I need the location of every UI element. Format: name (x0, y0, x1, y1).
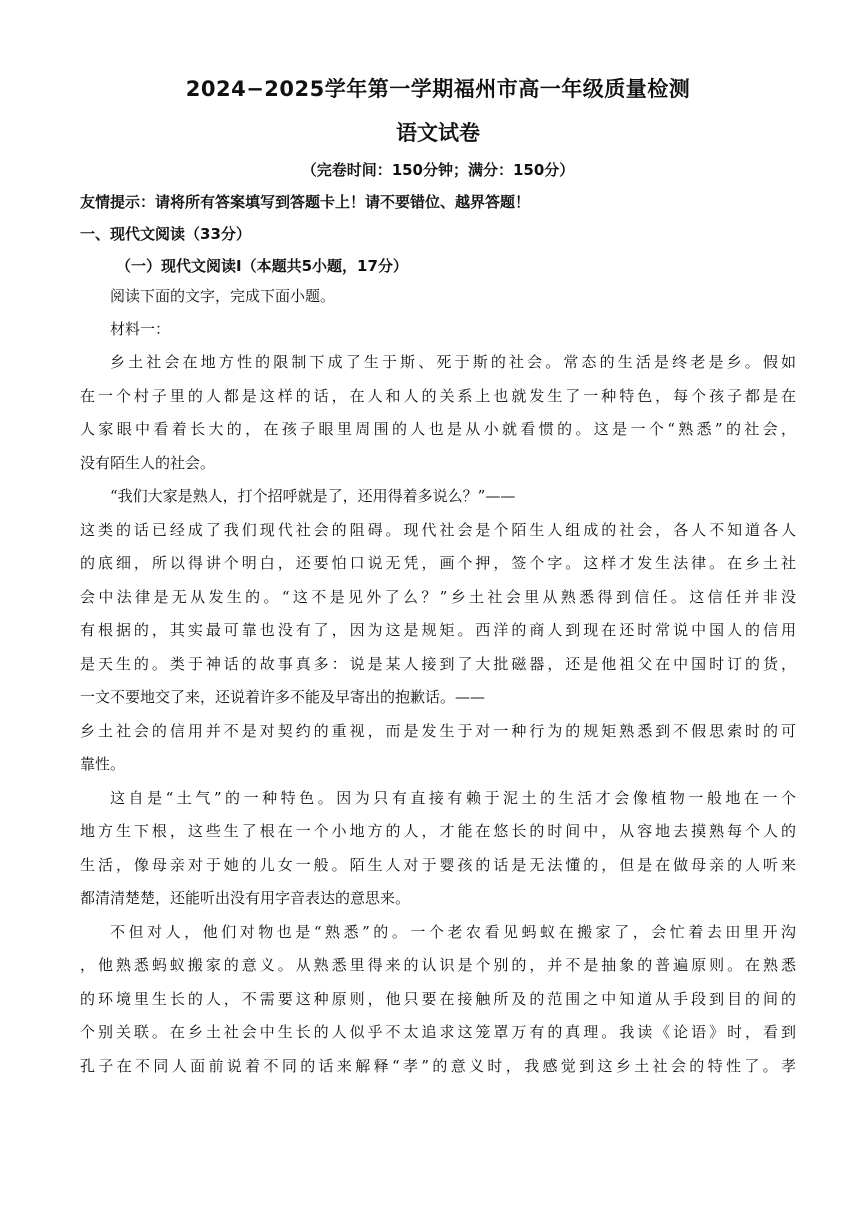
exam-page (80, 72, 796, 1083)
text-line: 生活，像母亲对于她的儿女一般。陌生人对于婴孩的话是无法懂的，但是在做母亲的人听来 (80, 855, 796, 874)
section-heading: 一、现代文阅读（33分） (80, 225, 251, 243)
text-line: 在一个村子里的人都是这样的话，在人和人的关系上也就发生了一种特色，每个孩子都是在 (80, 386, 796, 405)
text-line: 有根据的，其实最可靠也没有了，因为这是规矩。西洋的商人到现在还时常说中国人的信用 (80, 621, 796, 639)
text-line: 的环境里生长的人，不需要这种原则，他只要在接触所及的范围之中知道从手段到目的间的 (80, 989, 796, 1008)
reading-instruction: 阅读下面的文字，完成下面小题。 (110, 287, 336, 305)
paragraph (80, 916, 796, 1084)
text-line: 人家眼中看着长大的，在孩子眼里周围的人也是从小就看惯的。这是一个“熟悉”的社会， (80, 420, 796, 438)
text-line: 不但对人，他们对物也是“熟悉”的。一个老农看见蚂蚁在搬家了，会忙着去田里开沟 (110, 922, 796, 941)
material-body (80, 346, 796, 1083)
text-line: 这自是“土气”的一种特色。因为只有直接有赖于泥土的生活才会像植物一般地在一个 (110, 788, 796, 807)
paragraph (80, 514, 796, 715)
text-line: 个别关联。在乡土社会中生长的人似乎不太追求这笼罩万有的真理。我读《论语》时，看到 (80, 1023, 796, 1041)
friendly-tip: 友情提示：请将所有答案填写到答题卡上！请不要错位、越界答题！ (80, 193, 531, 211)
exam-subtitle: 语文试卷 (396, 121, 480, 145)
exam-info: （完卷时间：150分钟；满分：150分） (301, 161, 575, 179)
text-line: 是天生的。类于神话的故事真多：说是某人接到了大批磁器，还是他祖父在中国时订的货， (80, 654, 796, 673)
text-line: “我们大家是熟人，打个招呼就是了，还用得着多说么？”—— (110, 487, 516, 505)
text-line: 乡土社会的信用并不是对契约的重视，而是发生于对一种行为的规矩熟悉到不假思索时的可 (80, 721, 796, 740)
text-line: 地方生下根，这些生了根在一个小地方的人，才能在悠长的时间中，从容地去摸熟每个人的 (80, 822, 796, 840)
text-line: 一文不要地交了来，还说着许多不能及早寄出的抱歉话。—— (80, 688, 486, 706)
text-line: 会中法律是无从发生的。“这不是见外了么？”乡土社会里从熟悉得到信任。这信任并非没 (80, 587, 796, 606)
text-line: 这类的话已经成了我们现代社会的阻碍。现代社会是个陌生人组成的社会，各人不知道各人 (80, 520, 796, 539)
text-line: 的底细，所以得讲个明白，还要怕口说无凭，画个押，签个字。这样才发生法律。在乡土社 (80, 554, 796, 572)
paragraph (80, 346, 796, 480)
exam-title: 2024−2025学年第一学期福州市高一年级质量检测 (185, 77, 691, 101)
paragraph (80, 782, 796, 916)
text-line: 乡土社会在地方性的限制下成了生于斯、死于斯的社会。常态的生活是终老是乡。假如 (110, 353, 796, 371)
text-line: 孔子在不同人面前说着不同的话来解释“孝”的意义时，我感觉到这乡土社会的特性了。孝 (80, 1056, 796, 1075)
paragraph (80, 480, 796, 514)
material-label: 材料一： (110, 320, 171, 338)
text-line: 没有陌生人的社会。 (80, 453, 216, 472)
text-line: ，他熟悉蚂蚁搬家的意义。从熟悉里得来的认识是个别的，并不是抽象的普遍原则。在熟悉 (80, 956, 796, 974)
subsection-heading: （一）现代文阅读I（本题共5小题，17分） (116, 257, 408, 275)
paragraph (80, 715, 796, 782)
text-line: 都清清楚楚，还能听出没有用字音表达的意思来。 (80, 889, 411, 907)
text-line: 靠性。 (80, 755, 126, 773)
